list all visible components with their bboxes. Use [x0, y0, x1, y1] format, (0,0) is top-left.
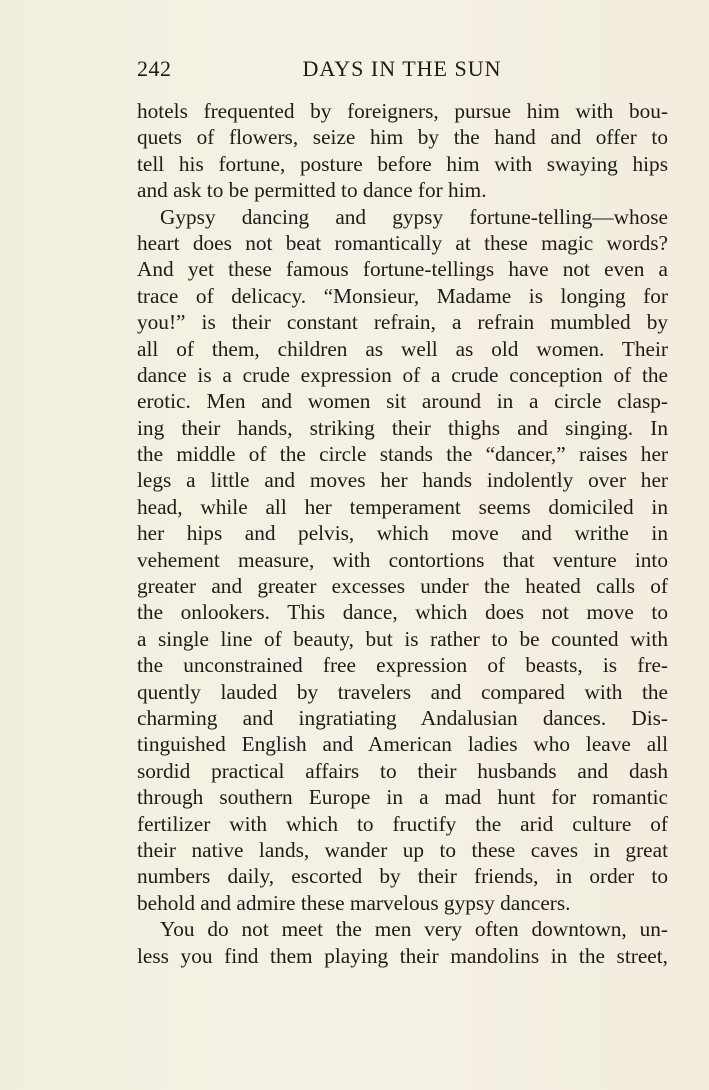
text-line: their native lands, wander up to these caves in great: [137, 837, 668, 862]
text-line: numbers daily, escorted by their friends, in order to: [137, 864, 668, 889]
text-line: the middle of the circle stands the “dancer,” raises her: [137, 442, 668, 467]
text-line: head, while all her temperament seems domiciled in: [137, 494, 668, 519]
text-line: all of them, children as well as old women. Their: [137, 336, 668, 361]
text-line: the onlookers. This dance, which does not move to: [137, 600, 668, 625]
text-line: behold and admire these marvelous gypsy dancers.: [137, 890, 571, 915]
text-line: hotels frequented by foreigners, pursue him with bou-: [137, 99, 668, 123]
text-line: tinguished English and American ladies who leave all: [137, 732, 668, 757]
text-line: and ask to be permitted to dance for him.: [137, 178, 487, 203]
text-line: You do not meet the men very often downtown, un-: [160, 917, 668, 942]
text-line: fertilizer with which to fructify the arid culture of: [137, 811, 668, 836]
running-title: DAYS IN THE SUN: [302, 56, 502, 81]
text-line: the unconstrained free expression of beasts, is fre-: [137, 653, 668, 678]
body-text: [137, 98, 668, 969]
text-line: quets of flowers, seize him by the hand and offer to: [137, 125, 668, 150]
text-line: vehement measure, with contortions that venture into: [137, 547, 668, 572]
text-line: charming and ingratiating Andalusian dances. Dis-: [137, 705, 668, 730]
text-line: sordid practical affairs to their husbands and dash: [137, 758, 668, 783]
text-line: less you find them playing their mandolins in the street,: [137, 943, 668, 968]
text-line: And yet these famous fortune-tellings have not even a: [137, 257, 668, 282]
text-line: Gypsy dancing and gypsy fortune-telling—whose: [160, 204, 668, 229]
text-line: dance is a crude expression of a crude conception of the: [137, 362, 668, 387]
text-line: a single line of beauty, but is rather to be counted with: [137, 626, 668, 651]
text-line: quently lauded by travelers and compared with the: [137, 679, 668, 704]
text-line: tell his fortune, posture before him with swaying hips: [137, 151, 668, 176]
page-number: 242: [137, 56, 172, 81]
text-line: heart does not beat romantically at these magic words?: [137, 230, 668, 255]
text-line: her hips and pelvis, which move and writhe in: [137, 521, 668, 546]
text-line: through southern Europe in a mad hunt for romantic: [137, 785, 668, 810]
page-header: [137, 56, 667, 86]
text-line: erotic. Men and women sit around in a circle clasp-: [137, 389, 668, 414]
text-line: ing their hands, striking their thighs and singing. In: [137, 415, 668, 440]
text-line: you!” is their constant refrain, a refrain mumbled by: [137, 310, 668, 335]
text-line: trace of delicacy. “Monsieur, Madame is longing for: [137, 283, 668, 308]
text-line: legs a little and moves her hands indolently over her: [137, 468, 668, 493]
text-line: greater and greater excesses under the heated calls of: [137, 574, 668, 599]
